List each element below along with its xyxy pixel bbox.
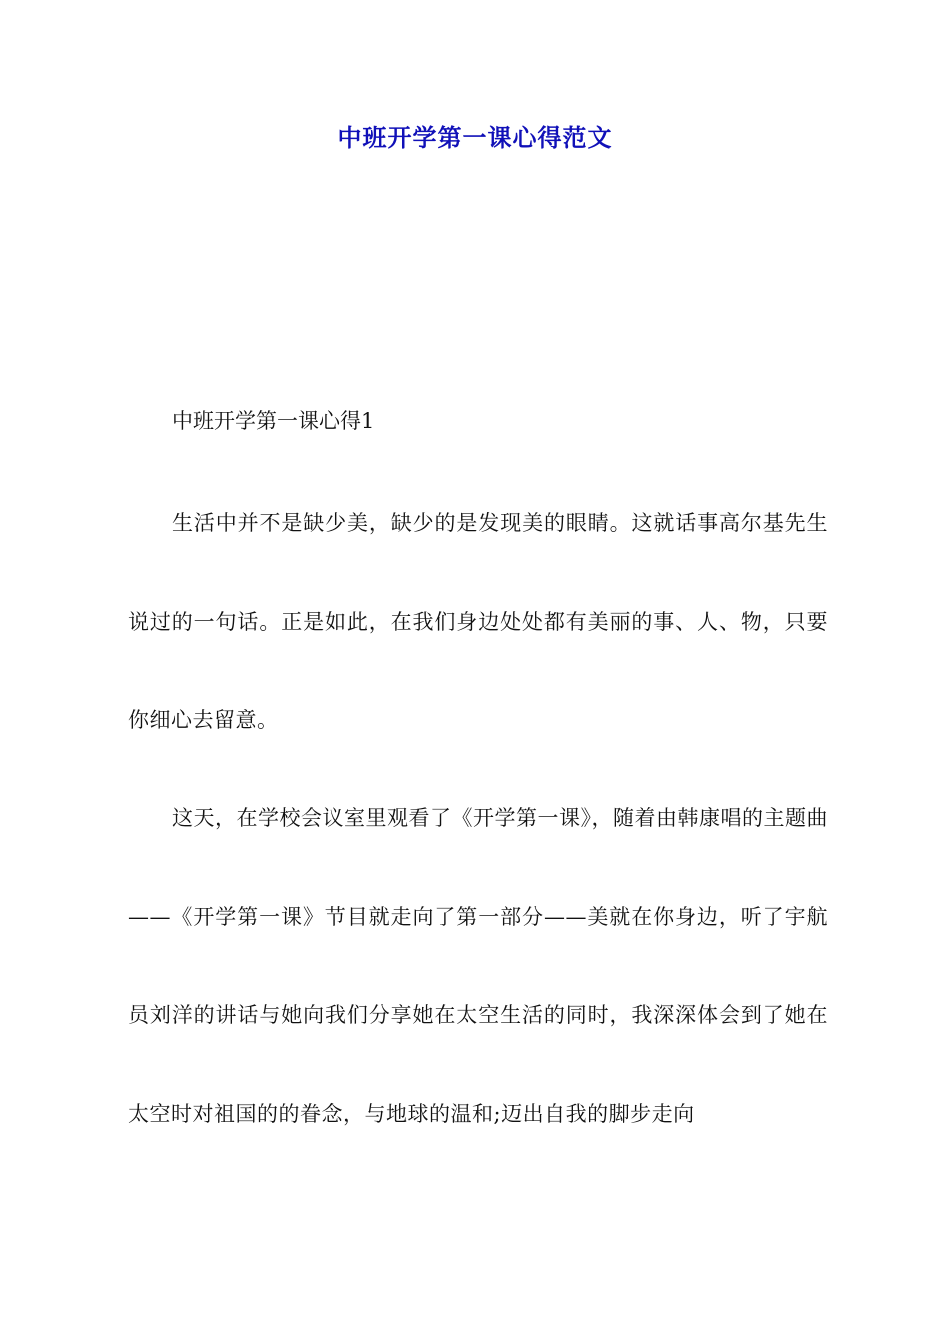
paragraph-2: 这天，在学校会议室里观看了《开学第一课》，随着由韩康唱的主题曲——《开学第一课》节目就走向了第一部分——美就在你身边，听了宇航员刘洋的讲话与她向我们分享她在太空生活的同时，我深深体会到了她在太空时对祖国的的眷念，与地球的温和;迈出自我的脚步走向 — [128, 806, 828, 1126]
section-heading: 中班开学第一课心得1 — [172, 409, 375, 433]
paragraph-1: 生活中并不是缺少美，缺少的是发现美的眼睛。这就话事高尔基先生说过的一句话。正是如此，在我们身边处处都有美丽的事、人、物，只要你细心去留意。 — [128, 511, 828, 732]
document-title: 中班开学第一课心得范文 — [337, 124, 613, 152]
